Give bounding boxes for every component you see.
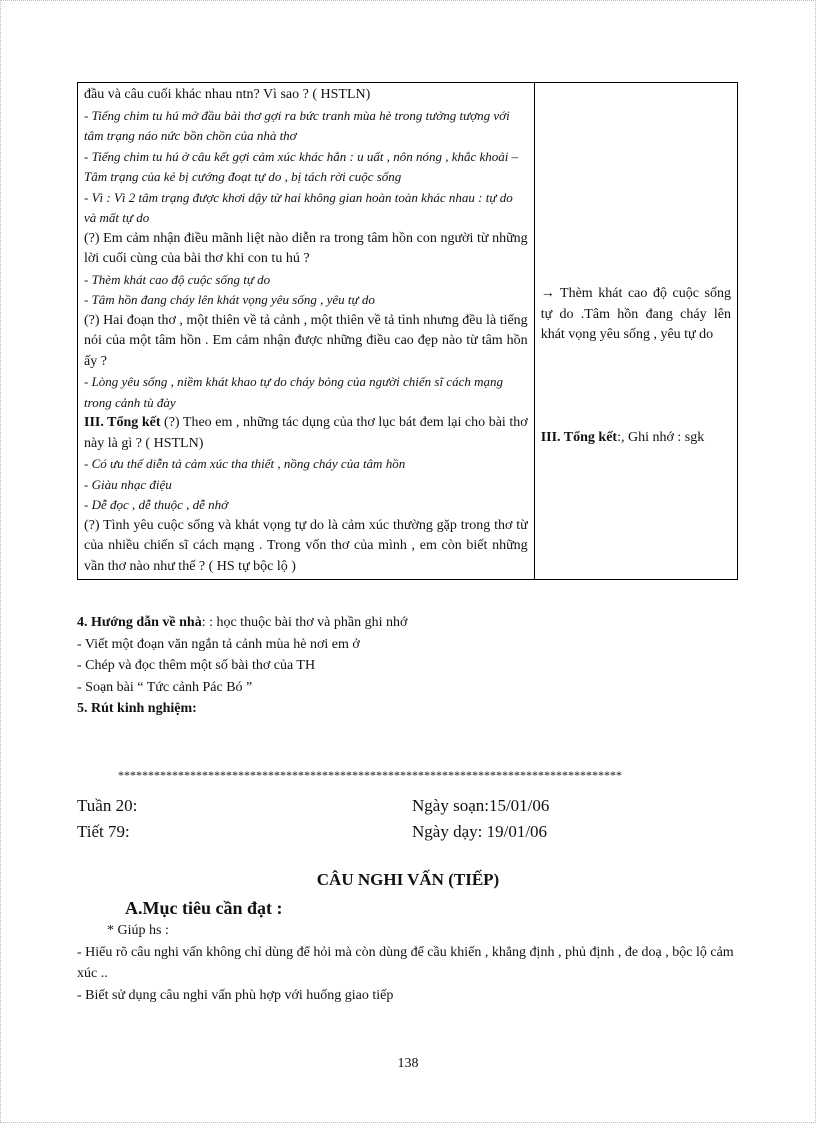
content-notes-cell: [534, 83, 737, 580]
homework-section: [77, 612, 757, 720]
separator-line: ************************************************************************************: [118, 768, 622, 782]
answer-text: - Tiếng chim tu hú mở đầu bài thơ gợi ra bức tranh mùa hè trong tưởng tượng với tâm trạng náo nức bồn chồn của nhà thơ: [84, 107, 510, 143]
homework-heading: 4. Hướng dẫn về nhà: [77, 615, 202, 630]
answer-text: - Có ưu thế diễn tả cảm xúc tha thiết , nồng cháy của tâm hồn: [84, 456, 406, 471]
answer-text: - Giàu nhạc điệu: [84, 476, 172, 492]
summary-question: [84, 413, 528, 454]
answer-text: - Thèm khát cao độ cuộc sống tự do: [84, 271, 271, 287]
summary-note: [541, 428, 731, 449]
homework-item: - Chép và đọc thêm một số bài thơ của TH: [77, 658, 316, 673]
homework-item: - Soạn bài “ Tức cảnh Pác Bó ”: [77, 679, 253, 695]
page-number: 138: [397, 1056, 419, 1071]
question-text: đầu và câu cuối khác nhau ntn? Vì sao ? ( HSTLN): [84, 87, 371, 102]
answer-text: - Tiếng chim tu hú ở câu kết gợi cảm xúc khác hẳn : u uất , nôn nóng , khắc khoải – Tâm trạng của kẻ bị cướng đoạt tự do , bị tách rời cuộc sống: [84, 148, 519, 184]
summary-note-text: :, Ghi nhớ : sgk: [617, 429, 705, 445]
teach-date: Ngày dạy: 19/01/06: [412, 822, 548, 841]
answer-text: - Lòng yêu sống , niềm khát khao tự do cháy bỏng của người chiến sĩ cách mạng trong cảnh tù đày: [84, 374, 503, 410]
period-label: Tiết 79:: [77, 822, 130, 841]
lesson-title: CÂU NGHI VẤN (TIẾP): [316, 870, 500, 889]
summary-heading: III. Tổng kết: [84, 415, 161, 430]
experience-heading: 5. Rút kinh nghiệm:: [77, 701, 197, 716]
answer-text: - Dễ đọc , dễ thuộc , dễ nhớ: [84, 497, 229, 512]
summary-question-text: (?) Theo em , những tác dụng của thơ lục bát đem lại cho bài thơ này là gì ? ( HSTLN): [84, 415, 528, 451]
homework-text: : : học thuộc bài thơ và phần ghi nhớ: [201, 615, 408, 630]
answer-text: - Vì : Vì 2 tâm trạng được khơi dậy từ hai không gian hoàn toàn khác nhau : tự do và mất tự do: [84, 189, 513, 225]
answer-text: - Tâm hồn đang cháy lên khát vọng yêu sống , yêu tự do: [84, 292, 375, 307]
question-text: (?) Tình yêu cuộc sống và khát vọng tự do là cảm xúc thường gặp trong thơ từ của nhiều chiến sĩ cách mạng . Trong vốn thơ của mình , em còn biết những vần thơ nào như thế ? ( HS tự bộc lộ ): [84, 517, 528, 574]
homework-item: - Viết một đoạn văn ngắn tả cảnh mùa hè nơi em ở: [77, 636, 360, 652]
prep-date: Ngày soạn:15/01/06: [412, 796, 550, 815]
goals-section: [77, 920, 752, 1006]
lesson-table: [77, 82, 738, 580]
goal-intro: * Giúp hs :: [107, 923, 169, 938]
note-text: → Thèm khát cao độ cuộc sống tự do .Tâm hồn đang cháy lên khát vọng yêu sống , yêu tự do: [540, 286, 731, 342]
homework-line: [77, 612, 757, 634]
week-label: Tuần 20:: [77, 796, 138, 815]
summary-heading: III. Tổng kết: [540, 429, 618, 445]
goal-heading: A.Mục tiêu cần đạt :: [125, 898, 283, 918]
question-text: (?) Hai đoạn thơ , một thiên về tả cảnh , một thiên về tả tình nhưng đều là tiếng nói của một tâm hồn . Em cảm nhận được những điều cao đẹp nào từ tâm hồn ấy ?: [84, 312, 528, 369]
goal-item: - Hiểu rõ câu nghi vấn không chỉ dùng để hỏi mà còn dùng để cầu khiến , khẳng định , phủ định , đe doạ , bộc lộ cảm xúc ..: [77, 944, 734, 981]
teaching-activities-cell: [78, 83, 535, 580]
goal-item: - Biết sử dụng câu nghi vấn phù hợp với huống giao tiếp: [77, 987, 394, 1003]
question-text: (?) Em cảm nhận điều mãnh liệt nào diễn ra trong tâm hồn con người từ những lời cuối cùng của bài thơ khi con tu hú ?: [84, 230, 528, 266]
